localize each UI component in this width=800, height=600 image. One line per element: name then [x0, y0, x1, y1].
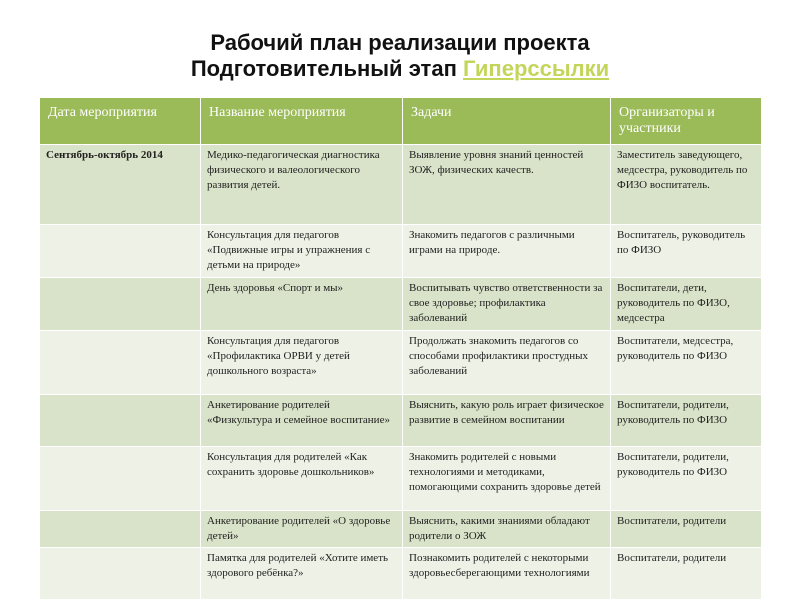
cell-organizers: Заместитель заведующего, медсестра, руководитель по ФИЗО воспитатель.	[611, 145, 762, 225]
cell-event-name: Памятка для родителей «Хотите иметь здорового ребёнка?»	[201, 548, 403, 600]
cell-date	[40, 394, 201, 446]
hyperlinks-link[interactable]: Гиперссылки	[462, 56, 610, 81]
cell-date: Сентябрь-октябрь 2014	[40, 145, 201, 225]
cell-organizers: Воспитатели, дети, руководитель по ФИЗО, медсестра	[611, 278, 762, 331]
cell-tasks: Выяснить, какими знаниями обладают родители о ЗОЖ	[403, 510, 611, 548]
header-organizers: Организаторы и участники	[611, 98, 762, 145]
header-tasks: Задачи	[403, 98, 611, 145]
cell-tasks: Знакомить педагогов с различными играми на природе.	[403, 225, 611, 278]
table-row	[40, 394, 762, 446]
cell-date	[40, 330, 201, 394]
table-row	[40, 510, 762, 548]
cell-tasks: Воспитывать чувство ответственности за свое здоровье; профилактика заболеваний	[403, 278, 611, 331]
cell-organizers: Воспитатели, родители, руководитель по ФИЗО	[611, 394, 762, 446]
header-event-name: Название мероприятия	[201, 98, 403, 145]
cell-event-name: Медико-педагогическая диагностика физического и валеологического развития детей.	[201, 145, 403, 225]
cell-organizers: Воспитатели, родители	[611, 510, 762, 548]
cell-event-name: День здоровья «Спорт и мы»	[201, 278, 403, 331]
cell-tasks: Выявление уровня знаний ценностей ЗОЖ, физических качеств.	[403, 145, 611, 225]
table-row	[40, 278, 762, 331]
cell-event-name: Консультация для педагогов «Подвижные игры и упражнения с детьми на природе»	[201, 225, 403, 278]
cell-tasks: Выяснить, какую роль играет физическое развитие в семейном воспитании	[403, 394, 611, 446]
title-line-1: Рабочий план реализации проекта	[210, 30, 590, 55]
table-row	[40, 446, 762, 510]
header-date: Дата мероприятия	[40, 98, 201, 145]
title-line-2	[0, 56, 800, 82]
plan-table	[39, 97, 762, 600]
table-row	[40, 548, 762, 600]
cell-date	[40, 446, 201, 510]
cell-organizers: Воспитатели, родители	[611, 548, 762, 600]
cell-organizers: Воспитатели, родители, руководитель по ФИЗО	[611, 446, 762, 510]
cell-organizers: Воспитатели, медсестра, руководитель по ФИЗО	[611, 330, 762, 394]
title-stage-text: Подготовительный этап	[190, 56, 457, 81]
cell-tasks: Продолжать знакомить педагогов со способами профилактики простудных заболеваний	[403, 330, 611, 394]
cell-event-name: Консультация для педагогов «Профилактика ОРВИ у детей дошкольного возраста»	[201, 330, 403, 394]
cell-event-name: Анкетирование родителей «О здоровье детей»	[201, 510, 403, 548]
table-row	[40, 330, 762, 394]
table-header-row	[40, 98, 762, 145]
cell-tasks: Познакомить родителей с некоторыми здоровьесберегающими технологиями	[403, 548, 611, 600]
slide-title	[0, 30, 800, 82]
cell-tasks: Знакомить родителей с новыми технологиями и методиками, помогающими сохранить здоровье детей	[403, 446, 611, 510]
cell-date	[40, 225, 201, 278]
cell-date	[40, 510, 201, 548]
cell-date	[40, 548, 201, 600]
cell-event-name: Анкетирование родителей «Физкультура и семейное воспитание»	[201, 394, 403, 446]
table-row	[40, 225, 762, 278]
table-row	[40, 145, 762, 225]
cell-event-name: Консультация для родителей «Как сохранить здоровье дошкольников»	[201, 446, 403, 510]
cell-date	[40, 278, 201, 331]
cell-organizers: Воспитатель, руководитель по ФИЗО	[611, 225, 762, 278]
